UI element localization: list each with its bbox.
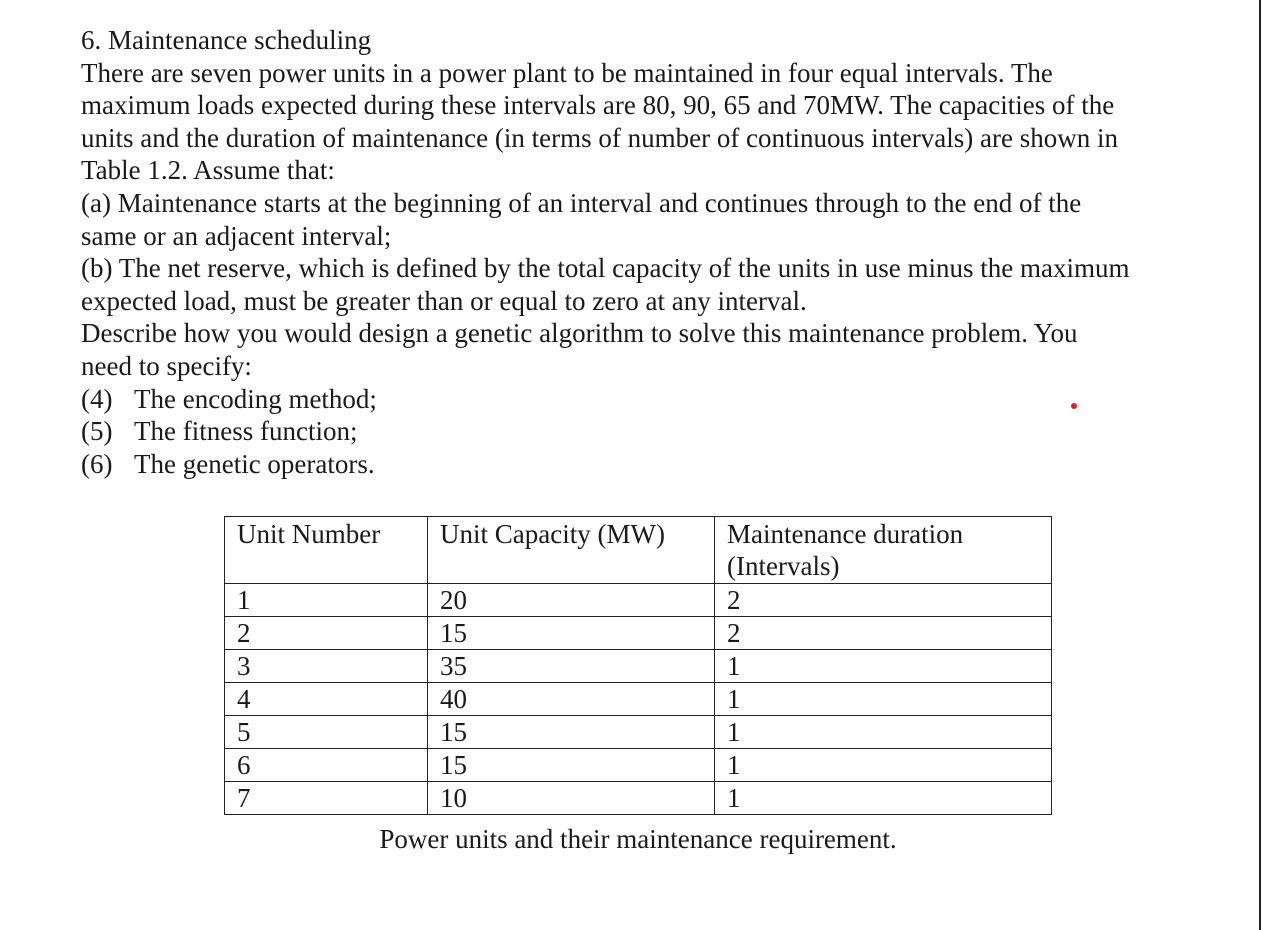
requirement-text: The genetic operators. [134, 448, 375, 479]
assumption-b-line-1: (b) The net reserve, which is defined by the total capacity of the units in use minus the maximum [81, 253, 1130, 284]
task-line-1: Describe how you would design a genetic algorithm to solve this maintenance problem. You [81, 318, 1078, 349]
cell-maintenance-duration: 1 [715, 716, 1052, 749]
cell-unit-number: 2 [225, 617, 428, 650]
cell-unit-capacity: 15 [428, 716, 715, 749]
requirement-number: (6) [81, 448, 113, 479]
cell-unit-number: 3 [225, 650, 428, 683]
intro-line-4: Table 1.2. Assume that: [81, 155, 335, 186]
cell-maintenance-duration: 2 [715, 617, 1052, 650]
table-row [225, 716, 1052, 749]
intro-line-3: units and the duration of maintenance (in terms of number of continuous intervals) are shown in [81, 122, 1118, 153]
requirement-number: (5) [81, 416, 113, 447]
header-unit-number: Unit Number [225, 517, 428, 584]
requirement-item [81, 415, 1241, 448]
cell-unit-number: 6 [225, 749, 428, 782]
requirement-text: The fitness function; [134, 416, 358, 447]
cell-unit-capacity: 40 [428, 683, 715, 716]
cell-unit-capacity: 20 [428, 584, 715, 617]
cell-unit-capacity: 10 [428, 782, 715, 815]
cell-maintenance-duration: 1 [715, 749, 1052, 782]
requirement-item [81, 383, 1241, 416]
table-row [225, 584, 1052, 617]
table-row [225, 749, 1052, 782]
cell-unit-capacity: 35 [428, 650, 715, 683]
table-row [225, 650, 1052, 683]
requirement-text: The encoding method; [134, 383, 377, 414]
table-row [225, 683, 1052, 716]
cell-maintenance-duration: 1 [715, 683, 1052, 716]
intro-line-1: There are seven power units in a power plant to be maintained in four equal intervals. The [81, 57, 1053, 88]
requirement-number: (4) [81, 383, 113, 414]
document-text [81, 24, 1241, 480]
power-units-table [224, 516, 1052, 815]
header-unit-capacity: Unit Capacity (MW) [428, 517, 715, 584]
table-caption: Power units and their maintenance requirement. [379, 824, 897, 854]
table-row [225, 782, 1052, 815]
cell-unit-number: 5 [225, 716, 428, 749]
page-edge-border [1259, 0, 1261, 930]
table-header-row [225, 517, 1052, 584]
cell-unit-capacity: 15 [428, 749, 715, 782]
cell-unit-number: 4 [225, 683, 428, 716]
cell-maintenance-duration: 2 [715, 584, 1052, 617]
assumption-b-line-2: expected load, must be greater than or equal to zero at any interval. [81, 285, 807, 316]
cell-unit-number: 7 [225, 782, 428, 815]
red-dot-mark [1071, 403, 1077, 409]
table-row [225, 617, 1052, 650]
intro-line-2: maximum loads expected during these intervals are 80, 90, 65 and 70MW. The capacities of the [81, 90, 1115, 121]
cell-maintenance-duration: 1 [715, 650, 1052, 683]
cell-unit-number: 1 [225, 584, 428, 617]
task-line-2: need to specify: [81, 350, 252, 381]
header-maintenance-duration [715, 517, 1052, 584]
assumption-a-line-2: same or an adjacent interval; [81, 220, 392, 251]
header-maintenance-line-2: (Intervals) [727, 551, 840, 581]
assumption-a-line-1: (a) Maintenance starts at the beginning of an interval and continues through to the end of the [81, 187, 1082, 218]
header-maintenance-line-1: Maintenance duration [727, 519, 964, 549]
cell-unit-capacity: 15 [428, 617, 715, 650]
requirement-item [81, 448, 1241, 481]
cell-maintenance-duration: 1 [715, 782, 1052, 815]
section-heading: 6. Maintenance scheduling [81, 25, 372, 55]
